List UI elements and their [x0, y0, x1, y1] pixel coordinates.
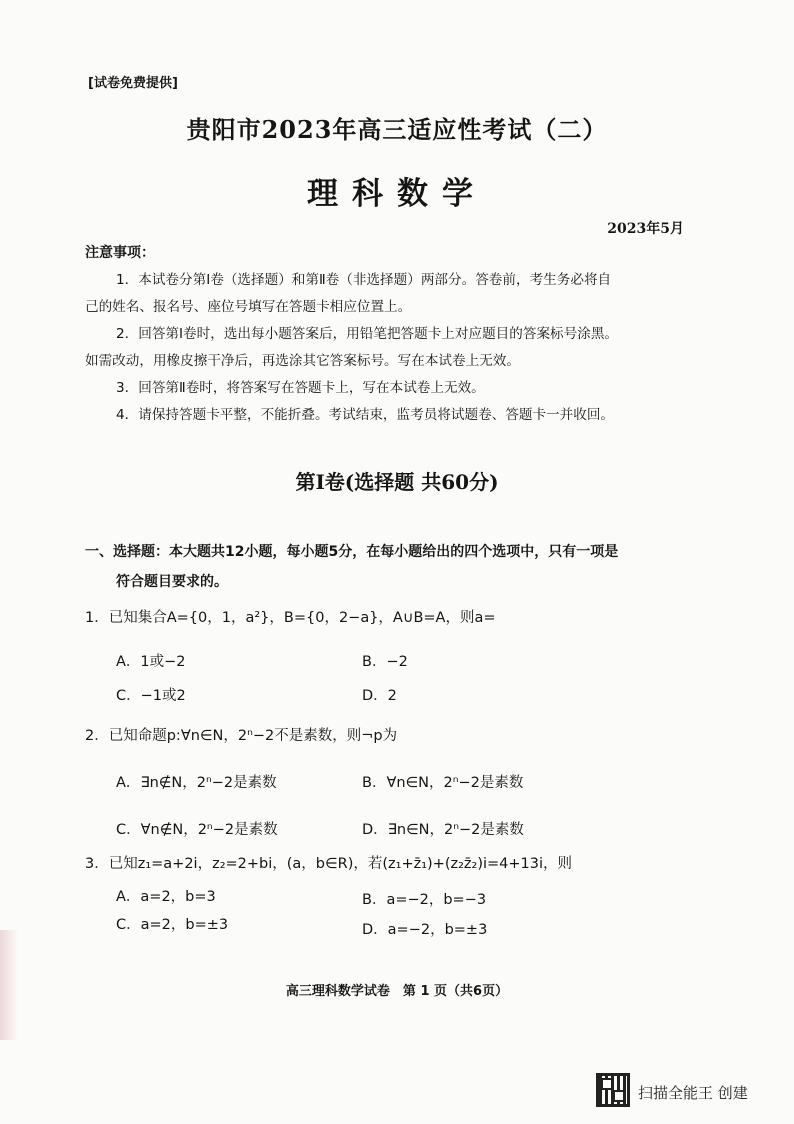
question-2-option-a: A．∃n∉N，2ⁿ−2是素数	[116, 775, 277, 791]
question-2-option-d: D．∃n∈N，2ⁿ−2是素数	[362, 822, 524, 838]
subject-title: 理科数学	[307, 176, 487, 212]
question-1-option-a: A．1或−2	[116, 654, 186, 670]
notice-line: 1．本试卷分第Ⅰ卷（选择题）和第Ⅱ卷（非选择题）两部分。答卷前，考生务必将自	[116, 272, 612, 288]
scanner-watermark: 扫描全能王 创建	[638, 1084, 748, 1102]
question-1-option-c: C．−1或2	[116, 688, 186, 704]
exam-date: 2023年5月	[607, 221, 684, 237]
question-2-stem: 2．已知命题p:∀n∈N，2ⁿ−2不是素数，则¬p为	[85, 728, 398, 744]
notice-heading: 注意事项：	[85, 245, 155, 261]
exam-title: 贵阳市2023年高三适应性考试（二）	[186, 115, 608, 144]
notice-line: 3．回答第Ⅱ卷时，将答案写在答题卡上，写在本试卷上无效。	[116, 380, 485, 396]
question-3-option-c: C．a=2，b=±3	[116, 917, 229, 933]
question-3-option-b: B．a=−2，b=−3	[362, 892, 487, 908]
question-2-option-c: C．∀n∉N，2ⁿ−2是素数	[116, 822, 278, 838]
page-footer: 高三理科数学试卷 第 1 页（共6页）	[285, 984, 509, 999]
question-3-option-d: D．a=−2，b=±3	[362, 922, 488, 938]
free-paper-stamp: [试卷免费提供]	[88, 76, 178, 91]
notice-line: 4．请保持答题卡平整，不能折叠。考试结束，监考员将试题卷、答题卡一并收回。	[116, 407, 615, 423]
question-1-option-b: B．−2	[362, 654, 408, 670]
question-1-stem: 1．已知集合A={0，1，a²}，B={0，2−a}，A∪B=A，则a=	[85, 610, 496, 626]
question-3-option-a: A．a=2，b=3	[116, 889, 216, 905]
qr-code-icon	[596, 1073, 630, 1107]
part-intro-line2: 符合题目要求的。	[116, 574, 228, 590]
notice-line: 2．回答第Ⅰ卷时，选出每小题答案后，用铅笔把答题卡上对应题目的答案标号涂黑。	[116, 326, 619, 342]
notice-line: 己的姓名、报名号、座位号填写在答题卡相应位置上。	[85, 299, 412, 315]
question-3-stem: 3．已知z₁=a+2i，z₂=2+bi，(a，b∈R)，若(z₁+z̄₁)+(z₂z̄₂)i=4+13i，则	[85, 856, 573, 872]
part-intro-line1: 一、选择题：本大题共12小题，每小题5分，在每小题给出的四个选项中，只有一项是	[85, 544, 619, 560]
section-title: 第Ⅰ卷(选择题 共60分)	[295, 470, 499, 494]
notice-line: 如需改动，用橡皮擦干净后，再选涂其它答案标号。写在本试卷上无效。	[85, 353, 520, 369]
question-1-option-d: D．2	[362, 688, 397, 704]
question-2-option-b: B．∀n∈N，2ⁿ−2是素数	[362, 775, 524, 791]
